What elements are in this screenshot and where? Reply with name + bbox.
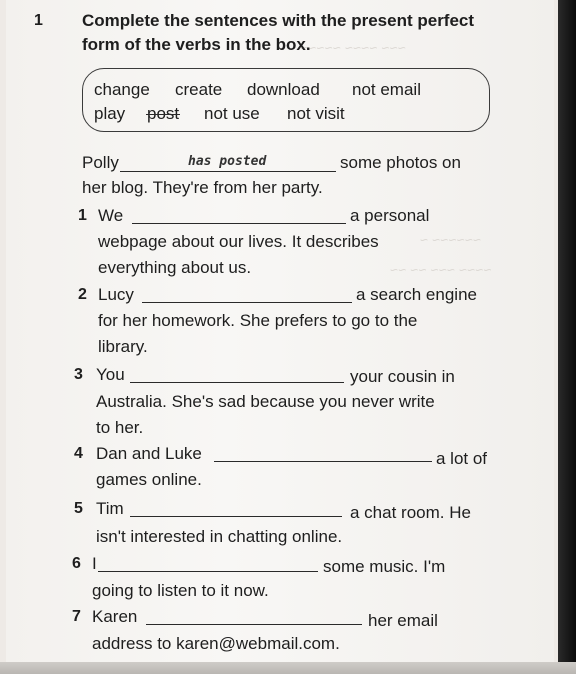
example-rest: some photos on [340, 153, 461, 172]
show-through-text: ~~~~~~ ~ [420, 232, 482, 248]
item-6-rest: some music. I'm [323, 557, 446, 576]
exercise-number: 1 [34, 12, 43, 29]
word-change: change [94, 80, 150, 99]
example-answer-line [120, 171, 336, 172]
word-post-crossed [147, 104, 179, 124]
example-line-2: her blog. They're from her party. [82, 178, 323, 197]
item-1-subject: We [98, 206, 124, 225]
item-4-number: 4 [74, 445, 83, 462]
item-5-number: 5 [74, 500, 83, 517]
item-1-line-2: webpage about our lives. It describes [98, 232, 379, 251]
item-4-answer-blank[interactable] [214, 461, 432, 462]
example-answer: has posted [188, 154, 267, 169]
item-1-rest: a personal [350, 206, 430, 225]
item-5-answer-blank[interactable] [130, 516, 342, 517]
word-not-visit: not visit [287, 104, 345, 123]
item-7-rest: her email [368, 611, 438, 630]
example-subject: Polly [82, 153, 119, 172]
word-create: create [175, 80, 223, 99]
page-edge-shadow [558, 0, 576, 674]
item-5-subject: Tim [96, 499, 124, 518]
instruction-line-2: form of the verbs in the box. [82, 35, 311, 54]
item-5-line-2: isn't interested in chatting online. [96, 527, 343, 546]
word-not-email: not email [352, 80, 421, 99]
item-2-number: 2 [78, 286, 87, 303]
item-2-line-2: for her homework. She prefers to go to the [98, 311, 418, 330]
item-7-number: 7 [72, 608, 81, 625]
item-4-subject: Dan and Luke [96, 444, 202, 463]
item-3-number: 3 [74, 366, 83, 383]
item-1-line-3: everything about us. [98, 258, 252, 277]
item-7-answer-blank[interactable] [146, 624, 362, 625]
item-2-subject: Lucy [98, 285, 134, 304]
item-2-answer-blank[interactable] [142, 302, 352, 303]
item-2-line-3: library. [98, 337, 148, 356]
word-play: play [94, 104, 126, 123]
item-6-subject: I [92, 554, 97, 573]
item-3-line-3: to her. [96, 418, 144, 437]
item-4-line-2: games online. [96, 470, 202, 489]
item-1-number: 1 [78, 207, 87, 224]
word-post: post [147, 104, 180, 123]
item-2-rest: a search engine [356, 285, 477, 304]
item-7-line-2: address to karen@webmail.com. [92, 634, 340, 653]
item-4-rest: a lot of [436, 449, 488, 468]
show-through-text: ~~~~ ~~~ ~~ ~~ [390, 262, 492, 278]
page-bottom-edge [0, 662, 576, 674]
word-download: download [247, 80, 320, 99]
item-3-subject: You [96, 365, 125, 384]
item-5-rest: a chat room. He [350, 503, 471, 522]
item-7-subject: Karen [92, 607, 138, 626]
item-3-line-2: Australia. She's sad because you never write [96, 392, 435, 411]
item-1-answer-blank[interactable] [132, 223, 346, 224]
item-3-answer-blank[interactable] [130, 382, 344, 383]
item-3-rest: your cousin in [350, 367, 455, 386]
word-box [82, 68, 490, 132]
instruction-line-1: Complete the sentences with the present perfect [82, 11, 475, 30]
item-6-line-2: going to listen to it now. [92, 581, 269, 600]
word-not-use: not use [204, 104, 260, 123]
show-through-text: ~~~ ~~~~ ~~~~~ [300, 40, 406, 56]
item-6-number: 6 [72, 555, 81, 572]
item-6-answer-blank[interactable] [98, 571, 318, 572]
